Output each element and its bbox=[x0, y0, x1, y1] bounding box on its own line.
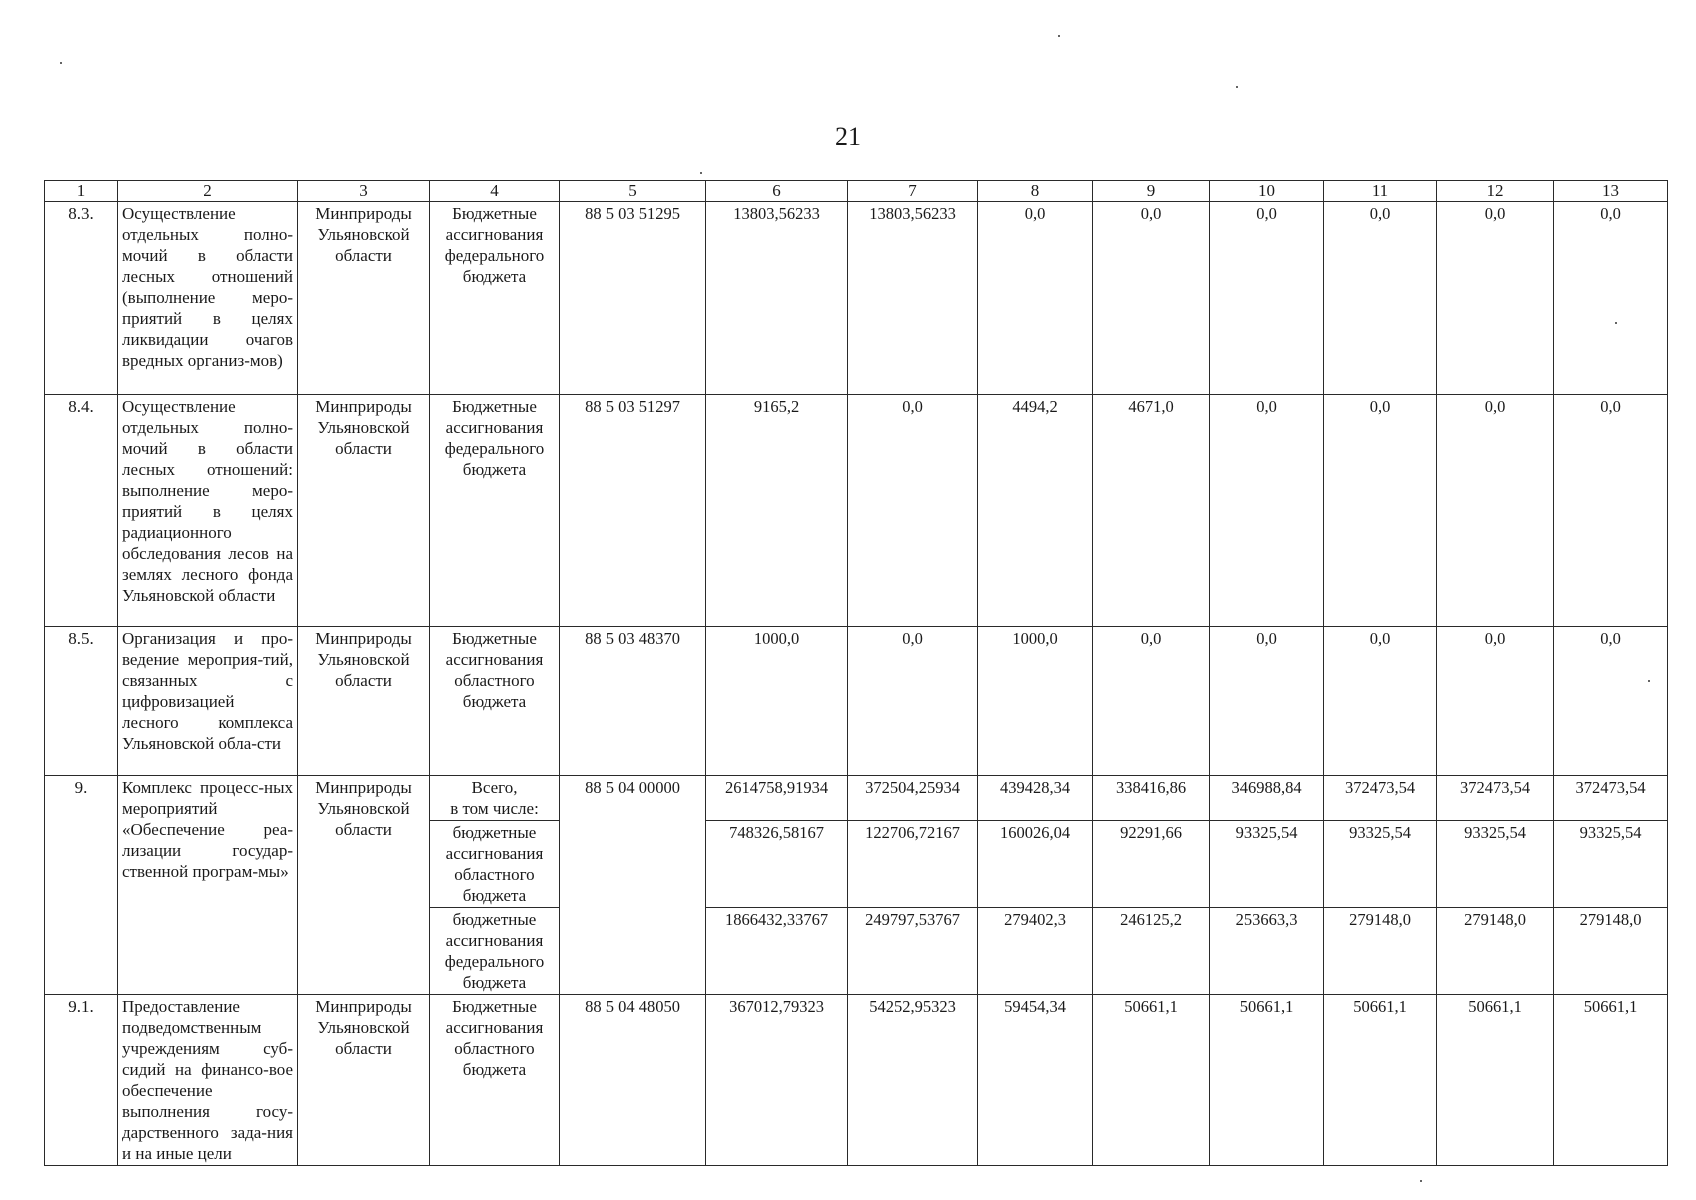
column-header: 7 bbox=[848, 181, 978, 202]
value-cell: 0,0 bbox=[1093, 627, 1210, 776]
value-cell: 50661,1 bbox=[1554, 995, 1668, 1166]
value-cell: 253663,3 bbox=[1210, 908, 1324, 995]
row-number: 9. bbox=[45, 776, 118, 995]
value-cell: 338416,86 bbox=[1093, 776, 1210, 821]
value-cell: 1866432,33767 bbox=[706, 908, 848, 995]
funding-source-total-sublabel: в том числе: bbox=[450, 799, 539, 818]
value-cell: 13803,56233 bbox=[848, 202, 978, 395]
value-cell: 4671,0 bbox=[1093, 395, 1210, 627]
table-row bbox=[45, 627, 1668, 776]
row-number: 8.3. bbox=[45, 202, 118, 395]
scan-speck bbox=[1420, 1180, 1422, 1182]
budget-code: 88 5 04 00000 bbox=[560, 776, 706, 995]
value-cell: 0,0 bbox=[1210, 202, 1324, 395]
funding-source: бюджетные ассигнования областного бюджета bbox=[430, 821, 560, 908]
value-cell: 122706,72167 bbox=[848, 821, 978, 908]
executor: Минприроды Ульяновской области bbox=[298, 202, 430, 395]
value-cell: 2614758,91934 bbox=[706, 776, 848, 821]
value-cell: 93325,54 bbox=[1437, 821, 1554, 908]
value-cell: 0,0 bbox=[1324, 395, 1437, 627]
value-cell: 748326,58167 bbox=[706, 821, 848, 908]
value-cell: 0,0 bbox=[1554, 627, 1668, 776]
value-cell: 279148,0 bbox=[1324, 908, 1437, 995]
budget-code: 88 5 03 51295 bbox=[560, 202, 706, 395]
column-header: 6 bbox=[706, 181, 848, 202]
column-header: 12 bbox=[1437, 181, 1554, 202]
column-header: 10 bbox=[1210, 181, 1324, 202]
column-header: 8 bbox=[978, 181, 1093, 202]
value-cell: 279148,0 bbox=[1554, 908, 1668, 995]
column-header: 5 bbox=[560, 181, 706, 202]
value-cell: 0,0 bbox=[1210, 627, 1324, 776]
row-number: 8.5. bbox=[45, 627, 118, 776]
budget-code: 88 5 04 48050 bbox=[560, 995, 706, 1166]
executor: Минприроды Ульяновской области bbox=[298, 395, 430, 627]
value-cell: 13803,56233 bbox=[706, 202, 848, 395]
funding-source: Бюджетные ассигнования областного бюджета bbox=[430, 995, 560, 1166]
column-header: 3 bbox=[298, 181, 430, 202]
value-cell: 50661,1 bbox=[1437, 995, 1554, 1166]
value-cell: 279148,0 bbox=[1437, 908, 1554, 995]
measure-name: Организация и про-ведение мероприя-тий, связанных с цифровизацией лесного комплекса Ульяновской обла-сти bbox=[118, 627, 298, 776]
value-cell: 50661,1 bbox=[1324, 995, 1437, 1166]
value-cell: 0,0 bbox=[848, 627, 978, 776]
value-cell: 0,0 bbox=[1093, 202, 1210, 395]
table-row bbox=[45, 395, 1668, 627]
value-cell: 372473,54 bbox=[1437, 776, 1554, 821]
value-cell: 4494,2 bbox=[978, 395, 1093, 627]
executor: Минприроды Ульяновской области bbox=[298, 995, 430, 1166]
value-cell: 246125,2 bbox=[1093, 908, 1210, 995]
value-cell: 50661,1 bbox=[1093, 995, 1210, 1166]
value-cell: 50661,1 bbox=[1210, 995, 1324, 1166]
scan-speck bbox=[1236, 86, 1238, 88]
value-cell: 372473,54 bbox=[1554, 776, 1668, 821]
value-cell: 0,0 bbox=[1437, 627, 1554, 776]
page-number: 21 bbox=[835, 122, 861, 151]
value-cell: 249797,53767 bbox=[848, 908, 978, 995]
value-cell: 372504,25934 bbox=[848, 776, 978, 821]
value-cell: 367012,79323 bbox=[706, 995, 848, 1166]
funding-source-total bbox=[430, 776, 560, 821]
value-cell: 279402,3 bbox=[978, 908, 1093, 995]
budget-code: 88 5 03 48370 bbox=[560, 627, 706, 776]
value-cell: 1000,0 bbox=[706, 627, 848, 776]
value-cell: 160026,04 bbox=[978, 821, 1093, 908]
column-header: 2 bbox=[118, 181, 298, 202]
column-header: 1 bbox=[45, 181, 118, 202]
scan-speck bbox=[1058, 35, 1060, 37]
value-cell: 93325,54 bbox=[1554, 821, 1668, 908]
measure-name: Осуществление отдельных полно-мочий в области лесных отношений: выполнение меро-приятий в целях радиационного обследования лесов на землях лесного фонда Ульяновской области bbox=[118, 395, 298, 627]
value-cell: 372473,54 bbox=[1324, 776, 1437, 821]
budget-code: 88 5 03 51297 bbox=[560, 395, 706, 627]
value-cell: 0,0 bbox=[1324, 627, 1437, 776]
column-header: 11 bbox=[1324, 181, 1437, 202]
table-row bbox=[45, 995, 1668, 1166]
budget-table-sheet bbox=[44, 180, 1667, 1166]
measure-name: Осуществление отдельных полно-мочий в области лесных отношений (выполнение меро-приятий в целях ликвидации очагов вредных организ-мов) bbox=[118, 202, 298, 395]
value-cell: 93325,54 bbox=[1324, 821, 1437, 908]
scan-speck bbox=[700, 172, 702, 174]
value-cell: 0,0 bbox=[1554, 202, 1668, 395]
value-cell: 0,0 bbox=[978, 202, 1093, 395]
measure-name: Комплекс процесс-ных мероприятий «Обеспечение реа-лизации государ-ственной програм-мы» bbox=[118, 776, 298, 995]
value-cell: 439428,34 bbox=[978, 776, 1093, 821]
value-cell: 346988,84 bbox=[1210, 776, 1324, 821]
executor: Минприроды Ульяновской области bbox=[298, 776, 430, 995]
value-cell: 0,0 bbox=[1437, 202, 1554, 395]
value-cell: 54252,95323 bbox=[848, 995, 978, 1166]
value-cell: 0,0 bbox=[1554, 395, 1668, 627]
value-cell: 0,0 bbox=[848, 395, 978, 627]
measure-name: Предоставление подведомственным учреждениям суб-сидий на финансо-вое обеспечение выполнения госу-дарственного зада-ния и на иные цели bbox=[118, 995, 298, 1166]
funding-source: Бюджетные ассигнования федерального бюджета bbox=[430, 395, 560, 627]
executor: Минприроды Ульяновской области bbox=[298, 627, 430, 776]
value-cell: 1000,0 bbox=[978, 627, 1093, 776]
funding-source: Бюджетные ассигнования федерального бюджета bbox=[430, 202, 560, 395]
funding-source-total-label: Всего, bbox=[471, 778, 518, 797]
column-header: 9 bbox=[1093, 181, 1210, 202]
budget-table bbox=[44, 180, 1668, 1166]
value-cell: 59454,34 bbox=[978, 995, 1093, 1166]
value-cell: 0,0 bbox=[1324, 202, 1437, 395]
row-number: 9.1. bbox=[45, 995, 118, 1166]
row-number: 8.4. bbox=[45, 395, 118, 627]
value-cell: 0,0 bbox=[1437, 395, 1554, 627]
value-cell: 9165,2 bbox=[706, 395, 848, 627]
value-cell: 92291,66 bbox=[1093, 821, 1210, 908]
column-header: 4 bbox=[430, 181, 560, 202]
column-header: 13 bbox=[1554, 181, 1668, 202]
value-cell: 0,0 bbox=[1210, 395, 1324, 627]
table-row bbox=[45, 202, 1668, 395]
table-header-row bbox=[45, 181, 1668, 202]
scan-speck bbox=[60, 62, 62, 64]
value-cell: 93325,54 bbox=[1210, 821, 1324, 908]
table-row bbox=[45, 776, 1668, 821]
funding-source: Бюджетные ассигнования областного бюджета bbox=[430, 627, 560, 776]
funding-source: бюджетные ассигнования федерального бюджета bbox=[430, 908, 560, 995]
